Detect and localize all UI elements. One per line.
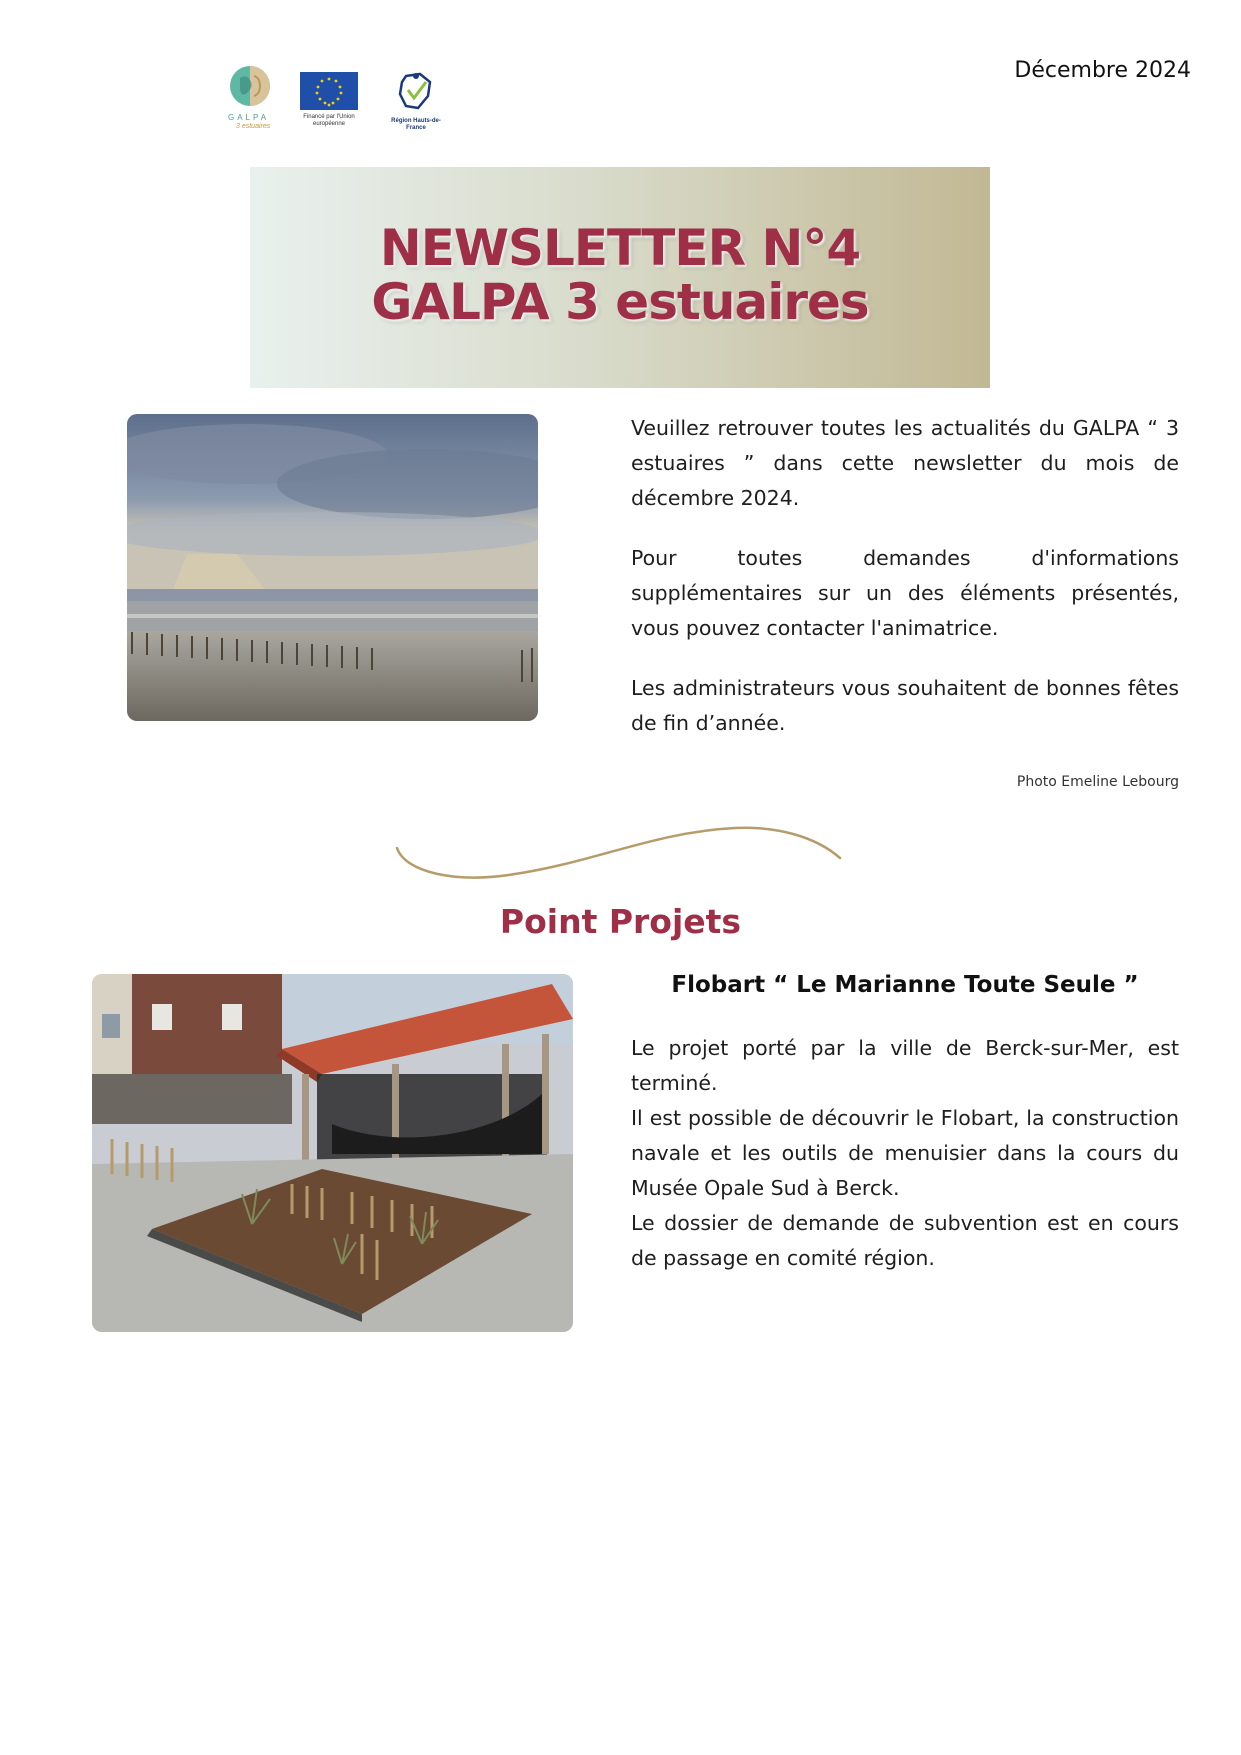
intro-paragraph-2: Pour toutes demandes d'informations supplémentaires sur un des éléments présentés, vous pouvez contacter l'animatrice.	[631, 546, 1179, 640]
intro-paragraph-1: Veuillez retrouver toutes les actualités du GALPA “ 3 estuaires ” dans cette newsletter du mois de décembre 2024.	[631, 416, 1179, 510]
galpa-logo	[226, 64, 274, 136]
title-banner	[250, 167, 990, 388]
flobart-photo	[92, 974, 573, 1332]
intro-paragraph-3: Les administrateurs vous souhaitent de bonnes fêtes de fin d’année.	[631, 676, 1179, 735]
decorative-swoosh	[395, 822, 845, 884]
galpa-emblem-icon	[226, 64, 274, 112]
eu-logo	[300, 72, 358, 136]
region-map-icon	[386, 70, 446, 114]
region-logo	[386, 70, 446, 136]
eu-logo-caption: Financé par l'Union européenne	[303, 114, 355, 127]
banner-title-line1: NEWSLETTER N°4	[379, 219, 861, 277]
region-logo-caption: Région Hauts-de-France	[391, 118, 441, 131]
project-line-1: Le projet porté par la ville de Berck-sur-Mer, est terminé.	[631, 1036, 1179, 1095]
section-title: Point Projets	[499, 902, 742, 941]
project-line-3: Le dossier de demande de subvention est en cours de passage en comité région.	[631, 1211, 1179, 1270]
project-title: Flobart “ Le Marianne Toute Seule ”	[671, 972, 1139, 998]
banner-title-line2: GALPA 3 estuaires	[371, 273, 869, 331]
galpa-logo-text: GALPA	[228, 113, 270, 122]
galpa-logo-subtext: 3 estuaires	[236, 123, 271, 130]
issue-date: Décembre 2024	[1014, 58, 1191, 83]
logo-strip	[226, 64, 456, 136]
project-description	[631, 1031, 1179, 1276]
project-line-2: Il est possible de découvrir le Flobart, la construction navale et les outils de menuisier dans la cours du Musée Opale Sud à Berck.	[631, 1106, 1179, 1200]
eu-flag-icon	[300, 72, 358, 110]
beach-photo	[127, 414, 538, 721]
photo-credit: Photo Emeline Lebourg	[1016, 774, 1179, 790]
